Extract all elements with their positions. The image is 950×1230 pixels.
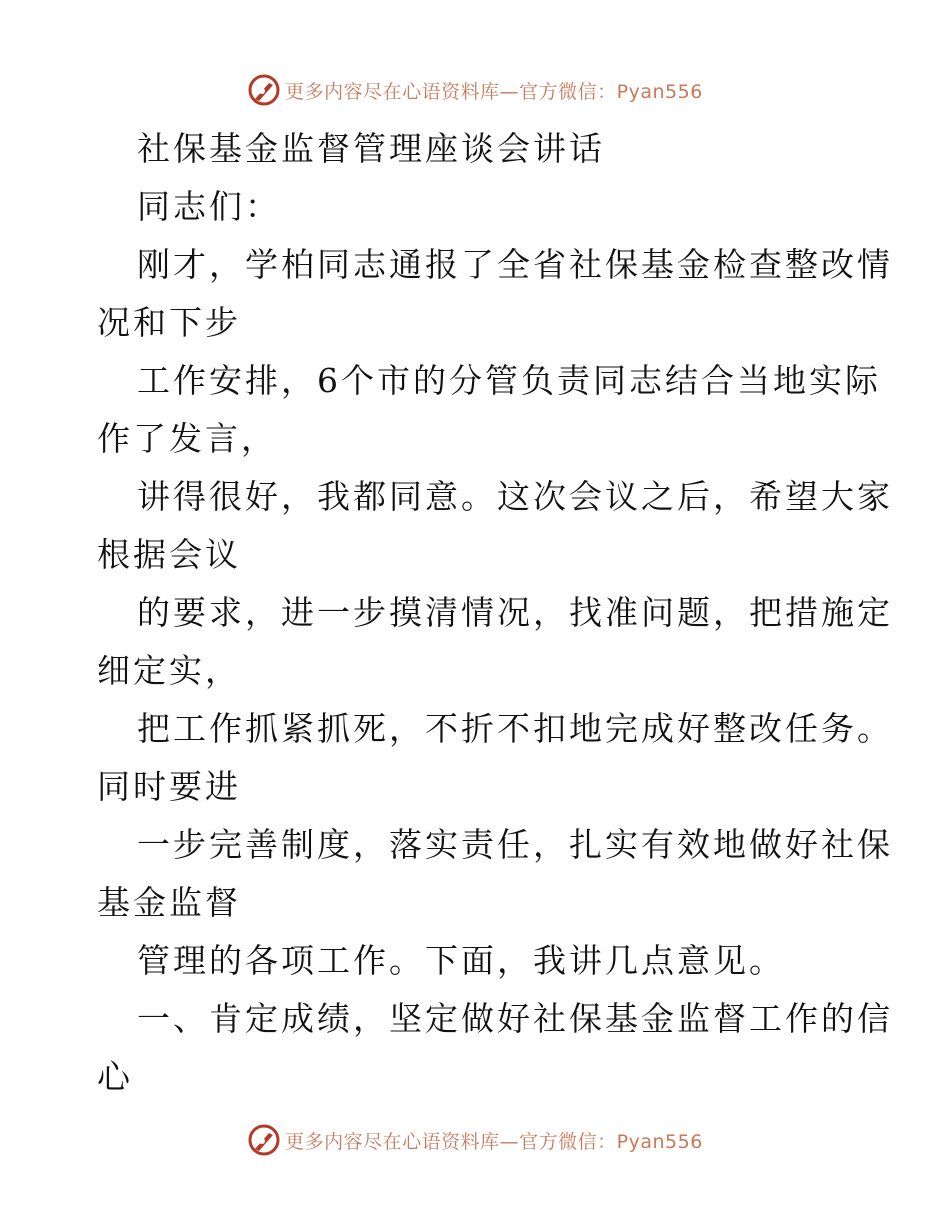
footer-watermark: [0, 1120, 950, 1160]
salutation: 同志们：: [137, 187, 281, 226]
pen-logo-icon: [247, 1123, 281, 1157]
paragraph-line: 刚才，学柏同志通报了全省社保基金检查整改情 况和下步: [97, 245, 893, 342]
section-heading: 一、肯定成绩，坚定做好社保基金监督工作的信 心: [97, 999, 893, 1096]
paragraph-line: 一步完善制度，落实责任，扎实有效地做好社保 基金监督: [97, 825, 893, 922]
pen-logo-icon: [247, 73, 281, 107]
header-watermark: [0, 70, 950, 110]
paragraph-line: 把工作抓紧抓死，不折不扣地完成好整改任务。 同时要进: [97, 709, 893, 806]
document-body: [97, 120, 893, 1106]
document-title: 社保基金监督管理座谈会讲话: [137, 129, 605, 168]
paragraph-line: 工作安排，6个市的分管负责同志结合当地实际 作了发言，: [97, 361, 881, 458]
watermark-text: 更多内容尽在心语资料库—官方微信：Pyan556: [285, 1130, 703, 1153]
paragraph-line: 管理的各项工作。下面，我讲几点意见。: [137, 941, 785, 980]
paragraph-line: 讲得很好，我都同意。这次会议之后，希望大家 根据会议: [97, 477, 893, 574]
watermark-text: 更多内容尽在心语资料库—官方微信：Pyan556: [285, 80, 703, 103]
paragraph-line: 的要求，进一步摸清情况，找准问题，把措施定 细定实，: [97, 593, 893, 690]
